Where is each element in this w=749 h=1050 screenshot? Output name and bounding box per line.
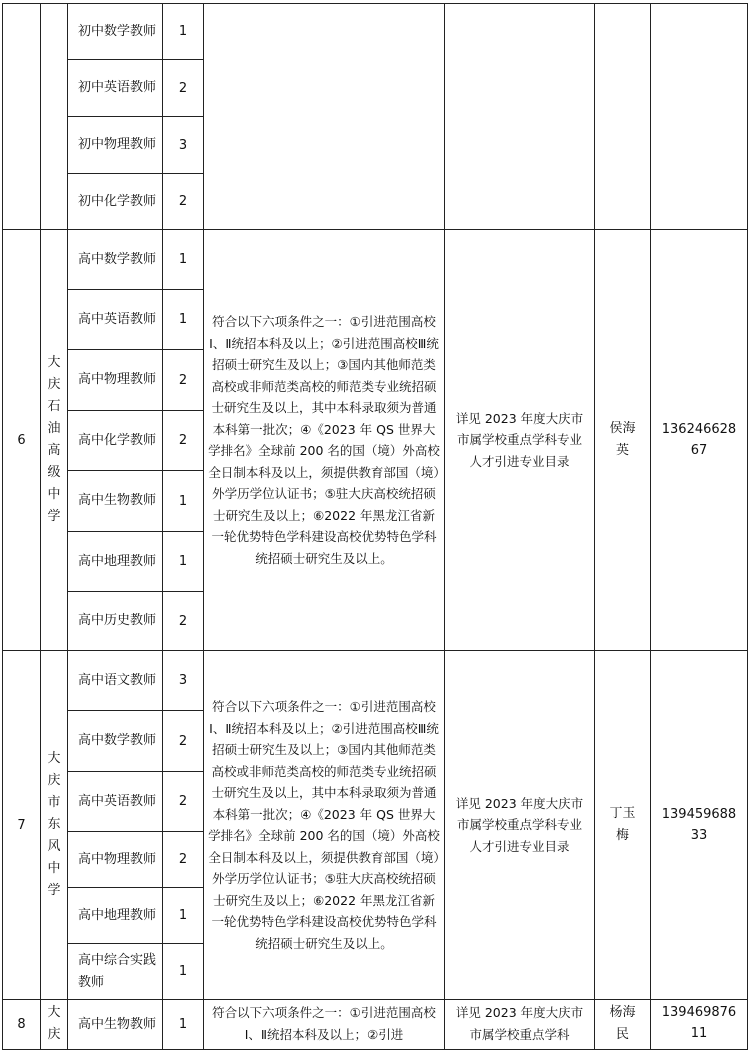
- count-cell: 2: [163, 772, 204, 832]
- phone-number: 13945968833: [661, 807, 737, 843]
- count-cell: 2: [163, 350, 204, 411]
- position-cell: 初中物理教师: [68, 117, 163, 174]
- count-cell: 1: [163, 290, 204, 350]
- count-cell: 2: [163, 174, 204, 230]
- school-name: 大庆石油高级中学: [47, 355, 61, 524]
- position-cell: 初中英语教师: [68, 60, 163, 117]
- count-cell: 2: [163, 60, 204, 117]
- count-cell: 1: [163, 1000, 204, 1050]
- count-cell: 1: [163, 888, 204, 944]
- school-name: 大庆: [47, 1005, 61, 1042]
- school-cell: [41, 651, 68, 1000]
- table-row: [3, 4, 748, 60]
- count-cell: 1: [163, 532, 204, 592]
- requirements-cell: 符合以下六项条件之一：①引进范围高校Ⅰ、Ⅱ统招本科及以上；②引进范围高校Ⅲ统招硕士研究生及以上；③国内其他师范类高校或非师范类高校的师范类专业统招硕士研究生及以上，其中本科录取须为普通本科第一批次；④《2023 年 QS 世界大学排名》全球前 200 名的国（境）外高校全日制本科及以上，须提供教育部国（境）外学历学位认证书；⑤驻大庆高校统招硕士研究生及以上；⑥2022 年黑龙江省新一轮优势特色学科建设高校优势特色学科统招硕士研究生及以上。: [204, 651, 445, 1000]
- position-cell: 高中数学教师: [68, 711, 163, 772]
- phone-number: 13624662867: [661, 422, 737, 458]
- contact-cell: [595, 1000, 651, 1050]
- table-row: [3, 651, 748, 711]
- count-cell: 1: [163, 471, 204, 532]
- position-cell: 高中语文教师: [68, 651, 163, 711]
- position-cell: 高中数学教师: [68, 230, 163, 290]
- phone-cell: [651, 651, 748, 1000]
- position-cell: 高中化学教师: [68, 411, 163, 471]
- position-cell: 高中历史教师: [68, 592, 163, 651]
- majors-cell: [445, 1000, 595, 1050]
- position-cell: 高中生物教师: [68, 1000, 163, 1050]
- index-cell: [3, 4, 41, 230]
- count-cell: 1: [163, 944, 204, 1000]
- position-cell: 初中化学教师: [68, 174, 163, 230]
- position-cell: 高中综合实践教师: [68, 944, 163, 1000]
- index-cell: 8: [3, 1000, 41, 1050]
- position-cell: 高中生物教师: [68, 471, 163, 532]
- count-cell: 1: [163, 4, 204, 60]
- count-cell: 1: [163, 230, 204, 290]
- requirements-cell: [204, 4, 445, 230]
- position-cell: 高中地理教师: [68, 532, 163, 592]
- position-cell: 高中英语教师: [68, 772, 163, 832]
- requirements-cell: 符合以下六项条件之一：①引进范围高校Ⅰ、Ⅱ统招本科及以上；②引进范围高校Ⅲ统招硕士研究生及以上；③国内其他师范类高校或非师范类高校的师范类专业统招硕士研究生及以上，其中本科录取须为普通本科第一批次；④《2023 年 QS 世界大学排名》全球前 200 名的国（境）外高校全日制本科及以上，须提供教育部国（境）外学历学位认证书；⑤驻大庆高校统招硕士研究生及以上；⑥2022 年黑龙江省新一轮优势特色学科建设高校优势特色学科统招硕士研究生及以上。: [204, 230, 445, 651]
- index-cell: 7: [3, 651, 41, 1000]
- count-cell: 2: [163, 711, 204, 772]
- school-cell: [41, 4, 68, 230]
- school-name: 大庆市东风中学: [47, 751, 61, 898]
- contact-cell: [595, 651, 651, 1000]
- school-cell: [41, 230, 68, 651]
- phone-cell: [651, 4, 748, 230]
- phone-cell: [651, 1000, 748, 1050]
- table-row: [3, 230, 748, 290]
- position-cell: 初中数学教师: [68, 4, 163, 60]
- count-cell: 3: [163, 651, 204, 711]
- contact-cell: [595, 230, 651, 651]
- recruitment-table: [2, 3, 748, 1050]
- contact-name: 侯海英: [609, 421, 636, 458]
- count-cell: 3: [163, 117, 204, 174]
- majors-cell: 详见 2023 年度大庆市市属学校重点学科专业人才引进专业目录: [445, 651, 595, 1000]
- position-cell: 高中物理教师: [68, 350, 163, 411]
- position-cell: 高中物理教师: [68, 832, 163, 888]
- contact-cell: [595, 4, 651, 230]
- count-cell: 2: [163, 411, 204, 471]
- position-cell: 高中英语教师: [68, 290, 163, 350]
- index-cell: 6: [3, 230, 41, 651]
- requirements-cell: [204, 1000, 445, 1050]
- count-cell: 2: [163, 832, 204, 888]
- requirements-text: 符合以下六项条件之一：①引进范围高校Ⅰ、Ⅱ统招本科及以上；②引进: [212, 1005, 436, 1042]
- count-cell: 2: [163, 592, 204, 651]
- position-cell: 高中地理教师: [68, 888, 163, 944]
- table-row: [3, 1000, 748, 1050]
- contact-name: 丁玉梅: [609, 806, 636, 843]
- contact-name: 杨海民: [609, 1005, 636, 1042]
- phone-cell: [651, 230, 748, 651]
- majors-cell: [445, 4, 595, 230]
- phone-number: 13946987611: [661, 1005, 737, 1041]
- majors-text: 详见 2023 年度大庆市市属学校重点学科: [455, 1005, 584, 1042]
- majors-cell: 详见 2023 年度大庆市市属学校重点学科专业人才引进专业目录: [445, 230, 595, 651]
- school-cell: [41, 1000, 68, 1050]
